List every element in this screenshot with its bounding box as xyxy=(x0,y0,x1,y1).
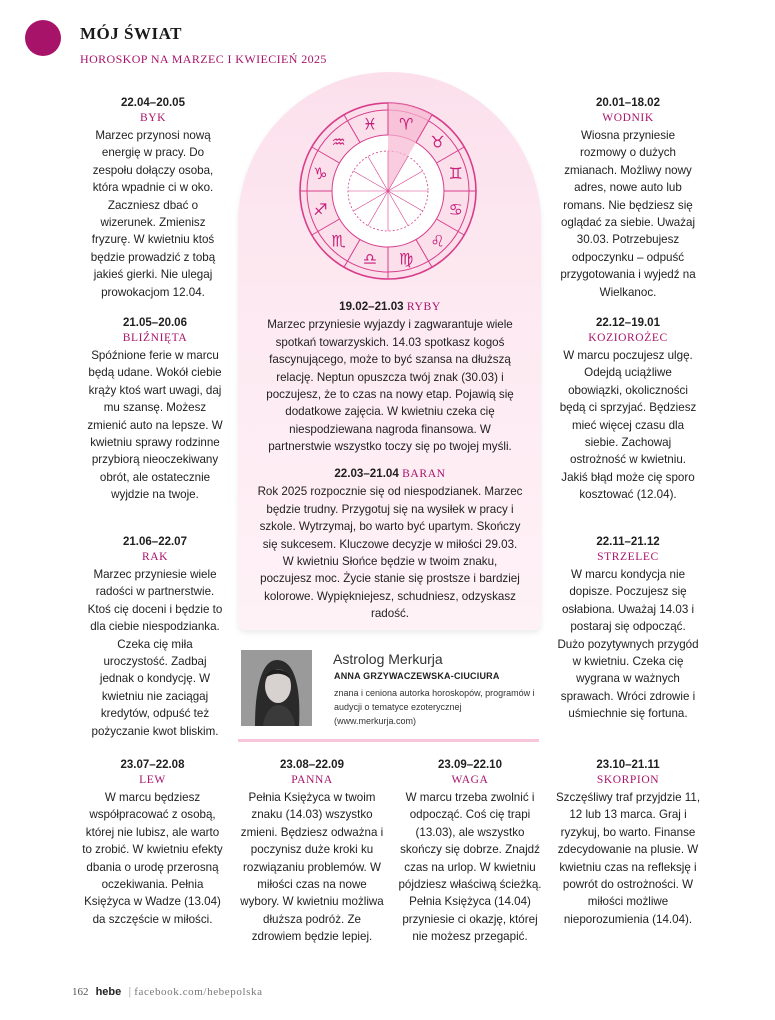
koziorozec-text: W marcu poczujesz ulgę. Odejdą uciążliwe obowiązki, okoliczności będą ci sprzyjać. Będziesz mieć więcej czasu dla siebie. Zachowaj ostrożność w kwietniu. Jakiś błąd może cię sporo kosztować (12.04). xyxy=(559,349,697,502)
skorpion-date: 23.10–21.11 xyxy=(596,759,660,771)
baran-text: Rok 2025 rozpocznie się od niespodzianek. Marzec będzie trudny. Przygotuj się na wysiłek w pracy i szkole. Wytrzymaj, bo warto być upartym. Skończy się sukcesem. Kluczowe decyzje w miłości 29.03. W kwietniu Słońce będzie w twoim znaku, poczujesz moc. Życie stanie się prostsze i bardziej kolorowe. Wypiękniejesz, schudniesz, odzyskasz radość. xyxy=(257,485,523,621)
horoscope-waga xyxy=(396,758,544,946)
page-number: 162 xyxy=(72,986,89,998)
horoscope-koziorozec xyxy=(556,316,700,504)
astrologer-title: Astrolog Merkurja xyxy=(333,651,443,667)
ryby-name: RYBY xyxy=(406,300,441,313)
horoscope-panna xyxy=(238,758,386,946)
bliznieta-date: 21.05–20.06 xyxy=(123,317,187,329)
zodiac-glyph-icon: ♑ xyxy=(313,163,328,183)
ryby-text: Marzec przyniesie wyjazdy i zagwarantuje wiele spotkań towarzyskich. 14.03 spotkasz kogoś fascynującego, może to być szansa na dłuższą relację. Neptun opuszcza twój znak (30.03) i poczujesz, że to czas na nowy etap. Pojawią się dodatkowe zajęcia. W kwietniu czeka cię niespodziewana nagroda finansowa. W partnerstwie wszystko toczy się po twojej myśli. xyxy=(266,318,514,454)
panna-date: 23.08–22.09 xyxy=(280,759,344,771)
horoscope-bliznieta xyxy=(85,316,225,504)
byk-date: 22.04–20.05 xyxy=(121,97,185,109)
zodiac-glyph-icon: ♐ xyxy=(313,200,328,220)
strzelec-text: W marcu kondycja nie dopisze. Poczujesz się osłabiona. Uważaj 14.03 i postaraj się odpocząć. Dużo pozytywnych przygód w kwietniu. Czeka cię wygrana w ważnych sprawach. Wróci zdrowie i uśmiechnie się fortuna. xyxy=(557,568,699,721)
ryby-date: 19.02–21.03 xyxy=(339,300,404,313)
strzelec-date: 22.11–21.12 xyxy=(596,536,660,548)
horoscope-skorpion xyxy=(554,758,702,928)
skorpion-text: Szczęśliwy traf przyjdzie 11, 12 lub 13 marca. Graj i ryzykuj, bo warto. Finanse zdecydowanie na plusie. W kwietniu czas na refleksję i powrót do ostrożności. W miłości możliwe nieporozumienia (14.04). xyxy=(555,791,701,926)
lew-date: 23.07–22.08 xyxy=(120,759,185,771)
zodiac-glyph-icon: ♍ xyxy=(398,249,414,269)
horoscope-wodnik xyxy=(560,96,696,301)
astrologer-photo xyxy=(241,650,312,726)
wodnik-text: Wiosna przyniesie rozmowy o dużych zmianach. Możliwy nowy adres, nowe auto lub romans. Nie będziesz się oglądać za siebie. Uważaj 30.03. Potrzebujesz odpoczynku – odpuść przygotowania i wyjedź na Wielkanoc. xyxy=(560,129,696,299)
zodiac-glyph-icon: ♓ xyxy=(362,114,378,134)
lew-name: LEW xyxy=(139,774,166,786)
page-footer: 162 hebe | facebook.com/hebepolska xyxy=(72,986,263,998)
bliznieta-text: Spóźnione ferie w marcu będą udane. Wokół ciebie krąży ktoś wart uwagi, daj mu szansę. Możesz zmienić auto na lepsze. W kwietniu sprawy rodzinne przybiorą nieoczekiwany obrót, ale ostatecznie wyjdzie na twoje. xyxy=(87,349,223,502)
page-subtitle: HOROSKOP NA MARZEC I KWIECIEŃ 2025 xyxy=(80,52,327,66)
zodiac-glyph-icon: ♋ xyxy=(448,200,463,220)
zodiac-glyph-icon: ♒ xyxy=(331,132,346,152)
horoscope-rak xyxy=(85,535,225,740)
zodiac-glyph-icon: ♎ xyxy=(362,249,378,269)
byk-name: BYK xyxy=(139,112,167,124)
panna-text: Pełnia Księżyca w twoim znaku (14.03) wszystko zmieni. Będziesz odważna i poczynisz duże kroki ku rozwiązaniu problemów. W miłości czas na nowe wybory. W kwietniu możliwa dłuższa podróż. Ze zdrowiem będzie lepiej. xyxy=(240,791,384,944)
lew-text: W marcu będziesz współpracować z osobą, której nie lubisz, ale warto to zrobić. W kwietniu efekty dbania o urodę przerosną oczekiwania. Pełnia Księżyca w Wadze (13.04) da szczęście w miłości. xyxy=(82,791,223,926)
wodnik-date: 20.01–18.02 xyxy=(596,97,660,109)
byk-text: Marzec przynosi nową energię w pracy. Do zespołu dołączy osoba, która wpadnie ci w oko. Zaczniesz dbać o wizerunek. Zmienisz fryzurę. W kwietniu ktoś będzie prowadzić z tobą jakieś gierki. Nie ulegaj prowokacjom 12.04. xyxy=(90,129,216,299)
waga-name: WAGA xyxy=(451,774,489,786)
zodiac-glyph-icon: ♊ xyxy=(448,163,463,183)
zodiac-glyph-icon: ♏ xyxy=(331,231,346,251)
horoscope-ryby xyxy=(256,298,524,456)
koziorozec-name: KOZIOROŻEC xyxy=(588,332,668,344)
rak-date: 21.06–22.07 xyxy=(123,536,187,548)
astrologer-description: znana i ceniona autorka horoskopów, programów i audycji o tematyce ezoterycznej (www.merkurja.com) xyxy=(334,688,535,726)
zodiac-glyph-icon: ♌ xyxy=(430,231,445,251)
strzelec-name: STRZELEC xyxy=(597,551,659,563)
horoscope-byk xyxy=(85,96,221,301)
waga-date: 23.09–22.10 xyxy=(438,759,502,771)
facebook-link[interactable]: facebook.com/hebepolska xyxy=(134,986,263,998)
rak-name: RAK xyxy=(141,551,169,563)
panna-name: PANNA xyxy=(291,774,333,786)
rak-text: Marzec przyniesie wiele radości w partnerstwie. Ktoś cię doceni i będzie to dla ciebie niespodzianka. Czeka cię miła uroczystość. Zadbaj jednak o kondycję. W kwietniu nie zaciągaj kredytów, odpuść też pożyczanie kwot bliskim. xyxy=(87,568,223,738)
horoscope-lew xyxy=(80,758,225,928)
astrologer-name: ANNA GRZYWACZEWSKA-CIUCIURA xyxy=(334,671,500,681)
horoscope-baran xyxy=(256,465,524,623)
skorpion-name: SKORPION xyxy=(596,774,660,786)
baran-date: 22.03–21.04 xyxy=(334,467,399,480)
section-marker-dot xyxy=(25,20,61,56)
koziorozec-date: 22.12–19.01 xyxy=(596,317,660,329)
waga-text: W marcu trzeba zwolnić i odpocząć. Coś cię trapi (13.03), ale wszystko skończy się dobrze. Znajdź czas na urlop. W kwietniu pójdziesz właściwą ścieżką. Pełnia Księżyca (14.04) przyniesie ci okazję, której nie możesz przegapić. xyxy=(398,791,542,944)
zodiac-glyph-icon: ♉ xyxy=(430,132,445,152)
bliznieta-name: BLIŹNIĘTA xyxy=(122,332,188,344)
baran-name: BARAN xyxy=(402,467,446,480)
horoscope-strzelec xyxy=(556,535,700,723)
wodnik-name: WODNIK xyxy=(602,112,654,124)
section-title: MÓJ ŚWIAT xyxy=(80,24,182,43)
zodiac-glyph-icon: ♈ xyxy=(398,114,414,134)
divider-rule xyxy=(238,739,539,742)
zodiac-wheel-icon xyxy=(297,100,479,282)
brand-logo: hebe xyxy=(95,986,122,998)
